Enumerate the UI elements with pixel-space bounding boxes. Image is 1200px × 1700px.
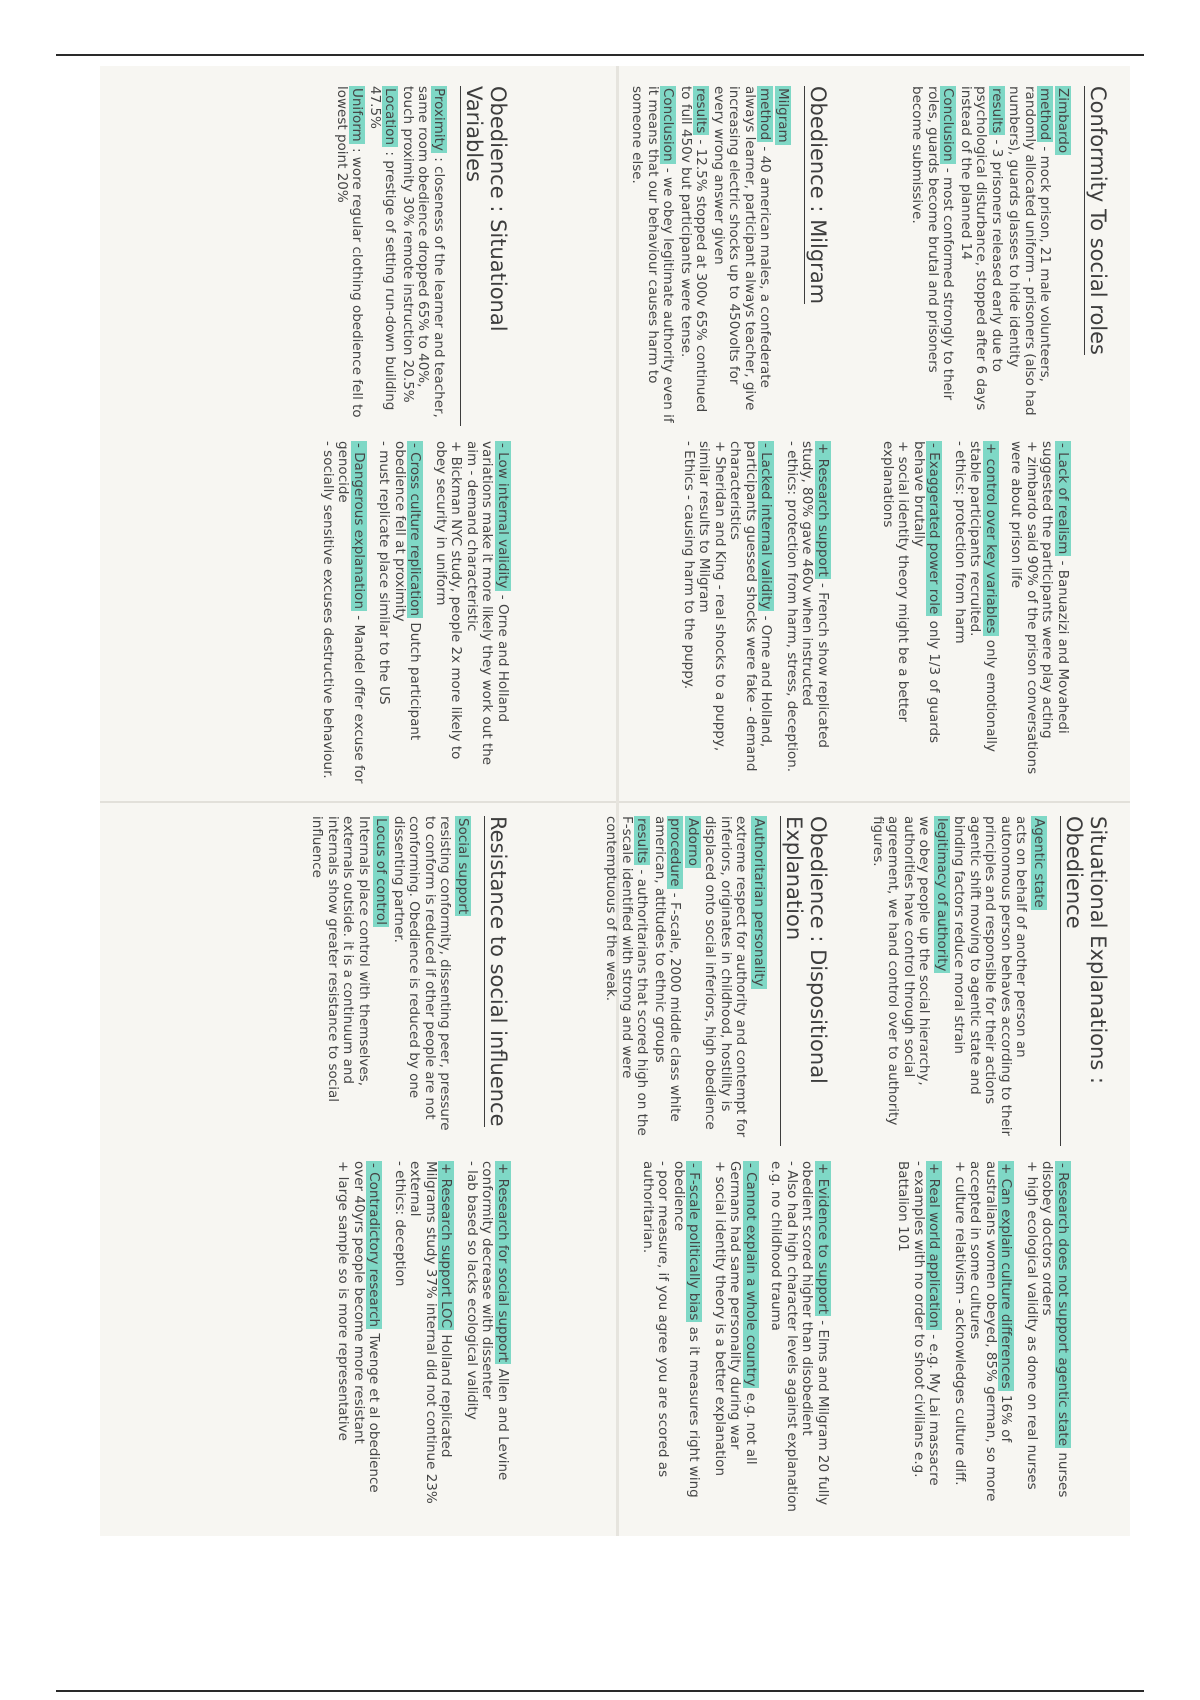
eval-lead: + Evidence to support — [815, 1163, 831, 1314]
dispositional-heading: Obedience : Dispositional Explanation — [780, 816, 830, 1146]
dispositional-eval-point — [712, 1161, 759, 1516]
milgram-results-label: results — [693, 88, 710, 134]
milgram-evaluation — [671, 441, 831, 786]
eval-lead: + Can explain culture differences — [998, 1163, 1015, 1389]
eval-body: Twenge et al obedience over 40yrs people become more resistant + large sample so is more representative — [335, 1161, 383, 1493]
eval-lead: - Research does not support agentic state — [1055, 1163, 1071, 1447]
eval-body: - Elms and Milgram 20 fully obedient scored higher than disobedient - Also had high character levels against explanation e.g. no childhood trauma — [768, 1161, 831, 1512]
conformity-eval-point — [1008, 441, 1070, 786]
resistance-eval-point — [464, 1161, 511, 1516]
eval-lead: - Exaggerated power role — [926, 443, 943, 615]
adorno-results-label: results — [634, 818, 651, 864]
agentic-state-text: acts on behalf of another person an autonomous person behaves according to their principles and responsible for their actions agentic shift moving to agentic state and binding factors reduce moral strain — [951, 816, 1030, 1137]
eval-lead: - F-scale politically bias — [686, 1163, 703, 1321]
eval-lead: - Cross culture replication — [407, 443, 424, 617]
zimbardo-conclusion-text: - most conformed strongly to their roles, guards become brutal and prisoners become submissive. — [909, 86, 957, 401]
eval-lead: - Cannot explain a whole country — [743, 1163, 759, 1387]
eval-lead: + Research support — [815, 443, 831, 577]
eval-body: only emotionally stable participants recruited. - ethics: protection from harm — [952, 441, 999, 752]
zimbardo-conclusion-label: Conclusion — [940, 88, 957, 162]
situational-eval-point — [1024, 1161, 1071, 1516]
resistance-eval-point — [392, 1161, 454, 1516]
bottom-rule — [56, 1690, 1144, 1692]
situational-explanations-heading: Situational Explanations : Obedience — [1060, 816, 1110, 1146]
resistance-section — [307, 816, 510, 1146]
uniform-text: : wore regular clothing obedience fell to lowest point 20% — [334, 86, 366, 418]
eval-lead: - Low internal validity — [495, 443, 511, 589]
legitimacy-text: we obey people up the social hierarchy, authorities have control through social agreement, we hand control over to authority figures. — [870, 816, 933, 1126]
adorno-label: Adorno — [685, 818, 701, 866]
milgram-conclusion-text: - we obey legitimate authority even if it means that our behaviour causes harm to someone else. — [629, 86, 677, 423]
situational-eval-point — [895, 1161, 942, 1516]
eval-lead: - Contradictory research — [366, 1163, 383, 1328]
milgram-heading: Obedience : Milgram — [806, 86, 830, 305]
dispositional-eval-point — [768, 1161, 830, 1516]
notes-photo — [100, 66, 1130, 1536]
zimbardo-results-text: - 3 prisoners released early due to psychological disturbance, stopped after 6 days instead of the planned 14 — [958, 86, 1005, 411]
situational-variables-evaluation — [310, 441, 511, 786]
dispositional-eval-point — [640, 1161, 702, 1516]
variables-eval-point — [320, 441, 367, 786]
situational-explanations-section — [868, 816, 1111, 1146]
situational-variables-heading: Obedience : Situational Variables — [460, 86, 510, 426]
eval-body: Allen and Levine conformity decrease with dissenter - lab based so lacks ecological validity — [464, 1161, 511, 1481]
eval-lead: + Research support LOC — [438, 1163, 455, 1329]
milgram-eval-point — [681, 441, 774, 786]
proximity-label: Proximity — [431, 88, 447, 151]
conformity-heading: Conformity To social roles — [1086, 86, 1110, 356]
fold-vertical — [100, 801, 1130, 803]
zimbardo-method-label: method — [1037, 88, 1054, 141]
resistance-evaluation — [325, 1161, 510, 1516]
situational-variables-section — [332, 86, 511, 426]
eval-lead: - Dangerous explanation — [351, 443, 367, 609]
eval-body: - e.g. My Lai massacre - examples with no order to shoot civilians e.g. Battalion 101 — [895, 1161, 943, 1486]
milgram-label: Milgram — [775, 88, 791, 143]
adorno-procedure-label: procedure — [667, 818, 684, 887]
milgram-method-text: - 40 american males, a confederate always learner, participant always teacher, give increasing electric shocks up to 450volts for every wrong answer given — [711, 86, 774, 411]
top-rule — [56, 54, 1144, 56]
resistance-eval-point — [335, 1161, 382, 1516]
zimbardo-label: Zimbardo — [1055, 88, 1071, 154]
milgram-section — [627, 86, 830, 426]
eval-body: only 1/3 of guards behave brutally + social identity theory might be a better explanations — [880, 441, 943, 744]
authoritarian-label: Authoritarian personality — [751, 818, 767, 987]
milgram-results-text: - 12.5% stopped at 300v 65% continued to full 450v but participants were tense. — [678, 86, 710, 413]
adorno-procedure-text: - F-scale, 2000 middle class white american, attitudes to ethnic groups — [652, 816, 684, 1122]
situational-explanations-evaluation — [885, 1161, 1070, 1516]
conformity-evaluation — [870, 441, 1071, 786]
eval-lead: - Lack of realism — [1055, 443, 1071, 555]
dispositional-section — [601, 816, 830, 1146]
conformity-eval-point — [880, 441, 942, 786]
authoritarian-text: extreme respect for authority and contempt for inferiors, originates in childhood, hostility is displaced onto social inferiors, high obedience — [702, 816, 750, 1138]
milgram-eval-point — [784, 441, 831, 786]
eval-body: Holland replicated Milgrams study 37% internal did not continue 23% external - ethics: deception — [392, 1161, 455, 1504]
eval-lead: + Research for social support — [495, 1163, 511, 1363]
locus-of-control-label: Locus of control — [373, 818, 390, 925]
eval-body: nurses disobey doctors orders + high ecological validity as done on real nurses — [1024, 1161, 1071, 1498]
uniform-label: Uniform — [349, 88, 366, 142]
location-label: Location — [382, 88, 399, 146]
conformity-eval-point — [952, 441, 999, 786]
zimbardo-results-label: results — [989, 88, 1005, 134]
proximity-text: : closeness of the learner and teacher, same room obedience dropped 65% to 40%, touch proximity 30% remote instruction 20.5% — [400, 86, 447, 418]
locus-of-control-text: Internals place control with themselves, externals outside. it is a continuum and internals show greater resistance to social influence — [309, 816, 372, 1102]
dispositional-evaluation — [630, 1161, 831, 1516]
fold-horizontal — [616, 66, 619, 1536]
adorno-results-text: - authoritarians that scored high on the F-scale identified with strong and were contemptuous of the weak. — [603, 816, 651, 1136]
revision-sheet — [100, 66, 1130, 1536]
eval-lead: + Real world application — [926, 1163, 943, 1328]
eval-body: - Mandel offer excuse for genocide - socially sensitive excuses destructive behaviour. — [320, 441, 367, 784]
resistance-heading: Resistance to social influence — [486, 816, 510, 1127]
conformity-section — [907, 86, 1110, 426]
eval-body: 16% of australians women obeyed, 85% german, so more accepted in some cultures + culture relativism - acknowledges culture diff. — [952, 1161, 1015, 1502]
eval-body: - Orne and Holland, participants guessed shocks were fake - demand characteristics + Sheridan and King - real shocks to a puppy, similar results to Milgram - Ethics - causing harm to the puppy. — [681, 441, 775, 772]
eval-body: - French show replicated study, 80% gave 460v when instructed - ethics: protection from harm, stress, deception. — [784, 441, 831, 773]
eval-body: e.g. not all Germans had same personality during war + social identity theory is a better explanation — [712, 1161, 759, 1477]
milgram-conclusion-label: Conclusion — [660, 88, 677, 162]
eval-body: - Orne and Holland variations make it more likely they work out the aim - demand characteristic + Bickman NYC study, people 2x more likely to obey security in uniform — [433, 441, 511, 766]
agentic-state-label: Agentic state — [1031, 818, 1047, 908]
eval-lead: + control over key variables — [983, 443, 999, 634]
social-support-text: resisting conformity, dissenting peer, pressure to conform is reduced if other people are not conforming. Obedience is reduced by one dissenting partner. — [391, 816, 454, 1131]
location-text: : prestige of setting run-down building 47.5% — [367, 86, 399, 411]
social-support-label: Social support — [455, 818, 471, 915]
eval-body: - Banuazizi and Movahedi suggested the participants were play acting + zimbardo said 90% of the prison conversations were about prison life — [1008, 441, 1071, 775]
legitimacy-label: legitimacy of authority — [934, 818, 950, 972]
variables-eval-point — [376, 441, 423, 786]
eval-body: Dutch participant obedience fell at proximity - must replicate place similar to the US — [376, 441, 424, 741]
eval-body: as it measures right wing obedience - poor measure, if you agree you are scored as authoritarian. — [640, 1161, 703, 1498]
milgram-method-label: method — [757, 88, 774, 141]
eval-lead: - Lacked internal validity — [758, 443, 775, 610]
zimbardo-method-text: - mock prison, 21 male volunteers, randomly allocated uniform - prisoners (also had numbers), guards glasses to hide identity — [1006, 86, 1054, 416]
variables-eval-point — [433, 441, 511, 786]
situational-eval-point — [952, 1161, 1014, 1516]
